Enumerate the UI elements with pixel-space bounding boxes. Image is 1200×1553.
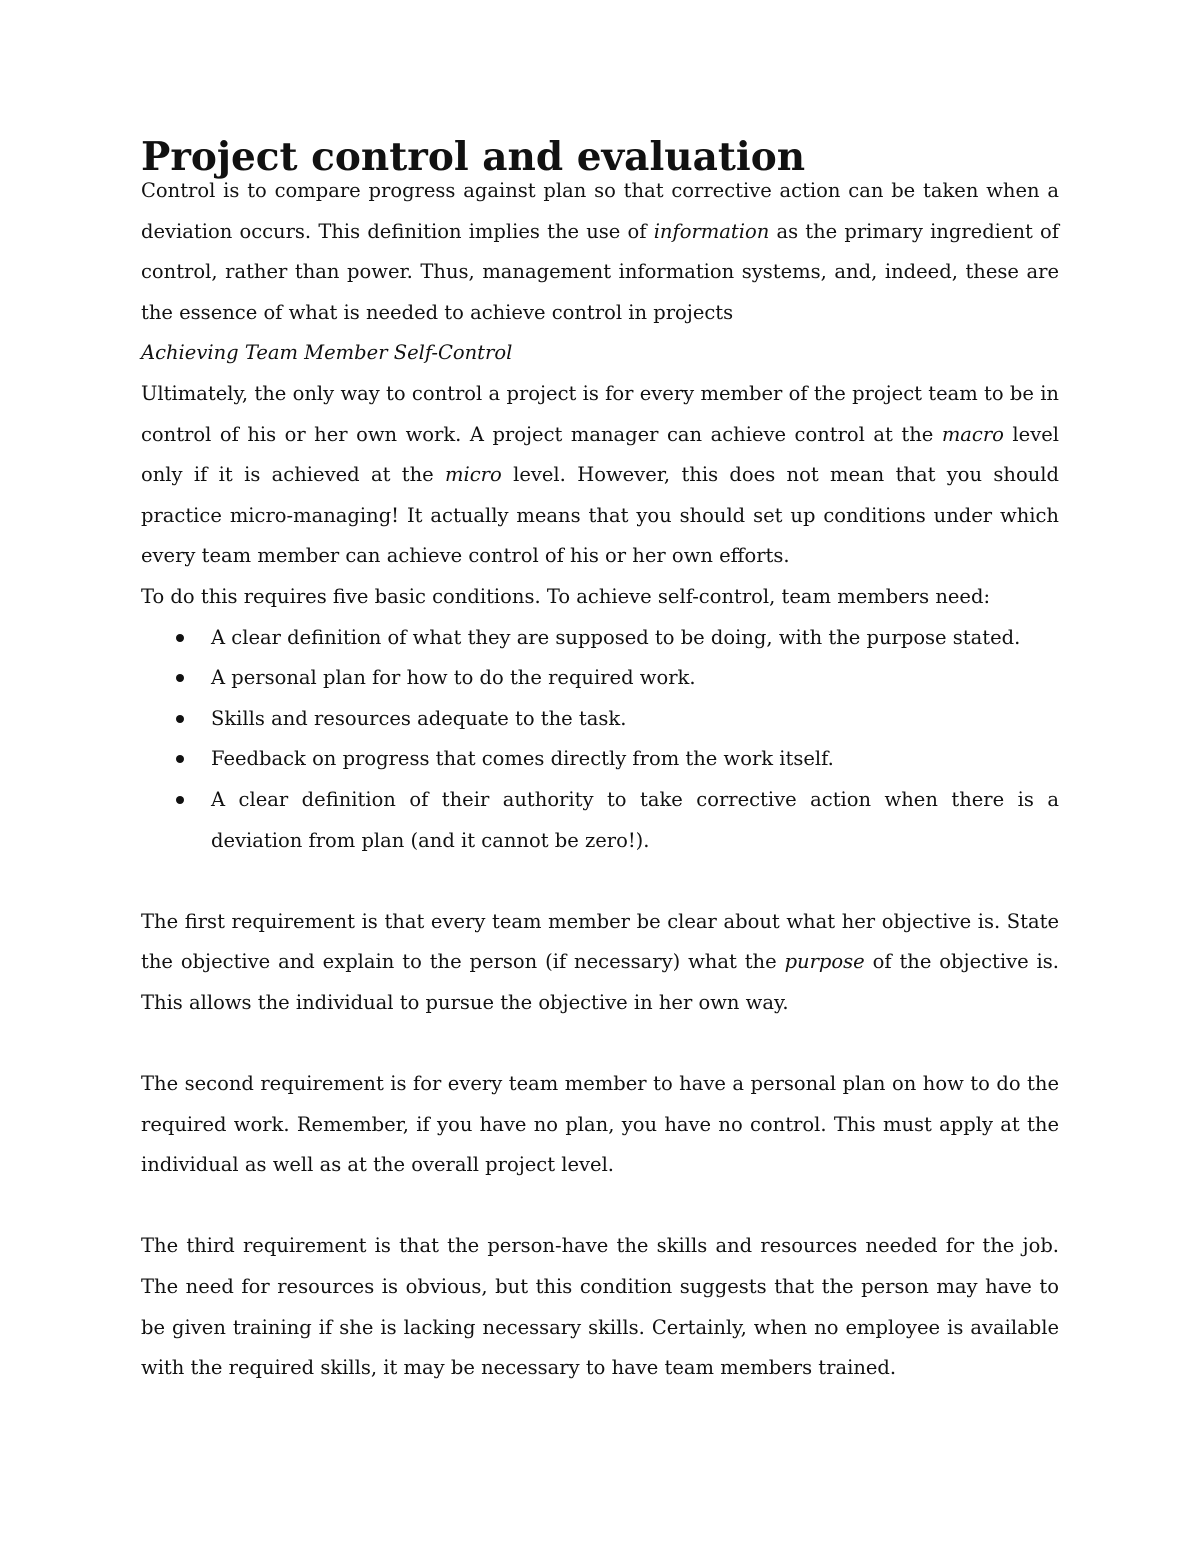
self-control-emphasis-micro: micro [445, 463, 502, 487]
bullet-icon [176, 755, 184, 763]
self-control-paragraph [141, 374, 1059, 577]
first-requirement-paragraph [141, 902, 1059, 1024]
condition-text: A clear definition of what they are supposed to be doing, with the purpose stated. [211, 625, 1021, 649]
condition-text: Skills and resources adequate to the task. [211, 706, 627, 730]
self-control-emphasis-macro: macro [941, 422, 1004, 446]
list-item [141, 658, 1059, 699]
bullet-icon [176, 796, 184, 804]
condition-text: A clear definition of their authority to take corrective action when there is a deviation from plan (and it cannot be zero!). [211, 787, 1059, 852]
intro-emphasis: information [653, 219, 770, 243]
paragraph-spacer [141, 1186, 1059, 1227]
second-requirement-paragraph: The second requirement is for every team member to have a personal plan on how to do the required work. Remember, if you have no plan, you have no control. This must apply at the individual as well as at the overall project level. [141, 1072, 1059, 1177]
first-req-text-2: of the objective is. This allows the individual to pursue the objective in her own way. [141, 950, 1059, 1014]
bullet-icon [176, 715, 184, 723]
document-page [141, 134, 1060, 1389]
paragraph-spacer [141, 1023, 1059, 1064]
intro-text-1: Control is to compare progress against plan so that corrective action can be taken when a deviation occurs. This definition implies the use of [141, 179, 1059, 243]
condition-text: Feedback on progress that comes directly from the work itself. [211, 747, 834, 771]
bullet-icon [176, 634, 184, 642]
conditions-list [141, 618, 1059, 862]
document-title: Project control and evaluation [141, 134, 806, 180]
conditions-intro: To do this requires five basic conditions. To achieve self-control, team members need: [141, 584, 991, 608]
first-req-emphasis: purpose [784, 950, 865, 974]
paragraph-spacer [141, 861, 1059, 902]
first-req-text-1: The first requirement is that every team member be clear about what her objective is. State the objective and explain to the person (if necessary) what the [141, 909, 1059, 974]
intro-text-2: as the primary ingredient of control, rather than power. Thus, management information systems, and, indeed, these are the essence of what is needed to achieve control in projects [141, 219, 1060, 324]
list-item [141, 780, 1059, 861]
self-control-text-2: level only if it is achieved at the [141, 422, 1059, 487]
section-subheading: Achieving Team Member Self-Control [141, 341, 513, 365]
self-control-text-3: level. However, this does not mean that you should practice micro-managing! It actually means that you should set up conditions under which every team member can achieve control of his or her own efforts. [141, 463, 1060, 568]
bullet-icon [176, 674, 184, 682]
list-item [141, 739, 1059, 780]
intro-paragraph [141, 171, 1059, 333]
self-control-text-1: Ultimately, the only way to control a project is for every member of the project team to be in control of his or her own work. A project manager can achieve control at the [141, 381, 1059, 446]
condition-text: A personal plan for how to do the required work. [211, 666, 696, 690]
third-requirement-paragraph: The third requirement is that the person-have the skills and resources needed for the job. The need for resources is obvious, but this condition suggests that the person may have to be given training if she is lacking necessary skills. Certainly, when no employee is available with the required skills, it may be necessary to have team members trained. [141, 1234, 1059, 1380]
list-item [141, 699, 1059, 740]
list-item [141, 618, 1059, 659]
